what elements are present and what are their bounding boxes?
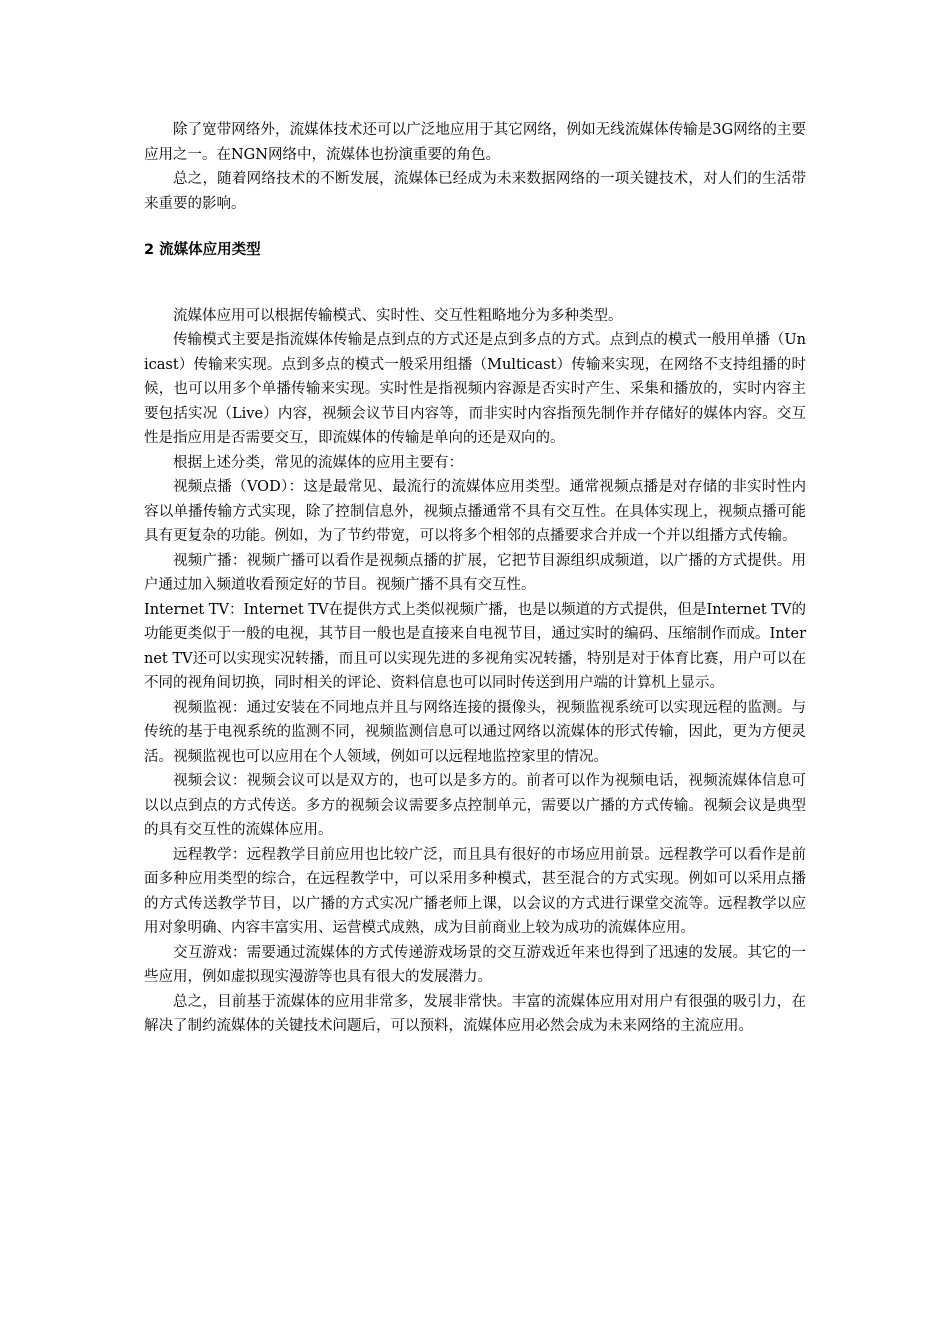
body-paragraph-surveillance: 视频监视：通过安装在不同地点并且与网络连接的摄像头，视频监视系统可以实现远程的监测。与传统的基于电视系统的监测不同，视频监测信息可以通过网络以流媒体的形式传输，因此，更为方便灵活。视频监视也可以应用在个人领域，例如可以远程地监控家里的情况。 <box>144 699 806 765</box>
body-paragraph-conclusion: 总之，目前基于流媒体的应用非常多，发展非常快。丰富的流媒体应用对用户有很强的吸引力，在解决了制约流媒体的关键技术问题后，可以预料，流媒体应用必然会成为未来网络的主流应用。 <box>144 993 806 1034</box>
spacer <box>144 216 806 238</box>
body-paragraph-internet-tv: Internet TV：Internet TV在提供方式上类似视频广播，也是以频道的方式提供，但是Internet TV的功能更类似于一般的电视，其节目一般也是直接来自电视节目，通过实时的编码、压缩制作而成。Internet TV还可以实现实况转播，而且可以实现先进的多视角实况转播，特别是对于体育比赛，用户可以在不同的视角间切换，同时相关的评论、资料信息也可以同时传送到用户端的计算机上显示。 <box>144 601 806 691</box>
document-page <box>144 118 806 1039</box>
body-paragraph-distance-learning: 远程教学：远程教学目前应用也比较广泛，而且具有很好的市场应用前景。远程教学可以看作是前面多种应用类型的综合，在远程教学中，可以采用多种模式，甚至混合的方式实现。例如可以采用点播的方式传送教学节目，以广播的方式实况广播老师上课，以会议的方式进行课堂交流等。远程教学以应用对象明确、内容丰富实用、运营模式成熟，成为目前商业上较为成功的流媒体应用。 <box>144 846 806 936</box>
body-paragraph-1: 流媒体应用可以根据传输模式、实时性、交互性粗略地分为多种类型。 <box>173 307 623 324</box>
body-paragraph-interactive-games: 交互游戏：需要通过流媒体的方式传递游戏场景的交互游戏近年来也得到了迅速的发展。其它的一些应用，例如虚拟现实漫游等也具有很大的发展潜力。 <box>144 944 806 985</box>
body-paragraph-conference: 视频会议：视频会议可以是双方的，也可以是多方的。前者可以作为视频电话，视频流媒体信息可以以点到点的方式传送。多方的视频会议需要多点控制单元，需要以广播的方式传输。视频会议是典型的具有交互性的流媒体应用。 <box>144 773 806 838</box>
intro-paragraph-2: 总之，随着网络技术的不断发展，流媒体已经成为未来数据网络的一项关键技术，对人们的生活带来重要的影响。 <box>144 171 806 212</box>
body-paragraph-2: 传输模式主要是指流媒体传输是点到点的方式还是点到多点的方式。点到点的模式一般用单播（Unicast）传输来实现。点到多点的模式一般采用组播（Multicast）传输来实现，在网络不支持组播的时候，也可以用多个单播传输来实现。实时性是指视频内容源是否实时产生、采集和播放的，实时内容主要包括实况（Live）内容，视频会议节目内容等，而非实时内容指预先制作并存储好的媒体内容。交互性是指应用是否需要交互，即流媒体的传输是单向的还是双向的。 <box>144 332 806 446</box>
intro-paragraph-1: 除了宽带网络外，流媒体技术还可以广泛地应用于其它网络，例如无线流媒体传输是3G网络的主要应用之一。在NGN网络中，流媒体也扮演重要的角色。 <box>144 122 806 163</box>
spacer <box>144 263 806 304</box>
body-paragraph-vod: 视频点播（VOD）：这是最常见、最流行的流媒体应用类型。通常视频点播是对存储的非实时性内容以单播传输方式实现，除了控制信息外，视频点播通常不具有交互性。在具体实现上，视频点播可能具有更复杂的功能。例如，为了节约带宽，可以将多个相邻的点播要求合并成一个并以组播方式传输。 <box>144 479 806 544</box>
body-paragraph-3: 根据上述分类，常见的流媒体的应用主要有： <box>173 454 463 471</box>
section-heading: 2 流媒体应用类型 <box>144 242 261 258</box>
body-paragraph-broadcast: 视频广播：视频广播可以看作是视频点播的扩展，它把节目源组织成频道，以广播的方式提供。用户通过加入频道收看预定好的节目。视频广播不具有交互性。 <box>144 552 806 593</box>
